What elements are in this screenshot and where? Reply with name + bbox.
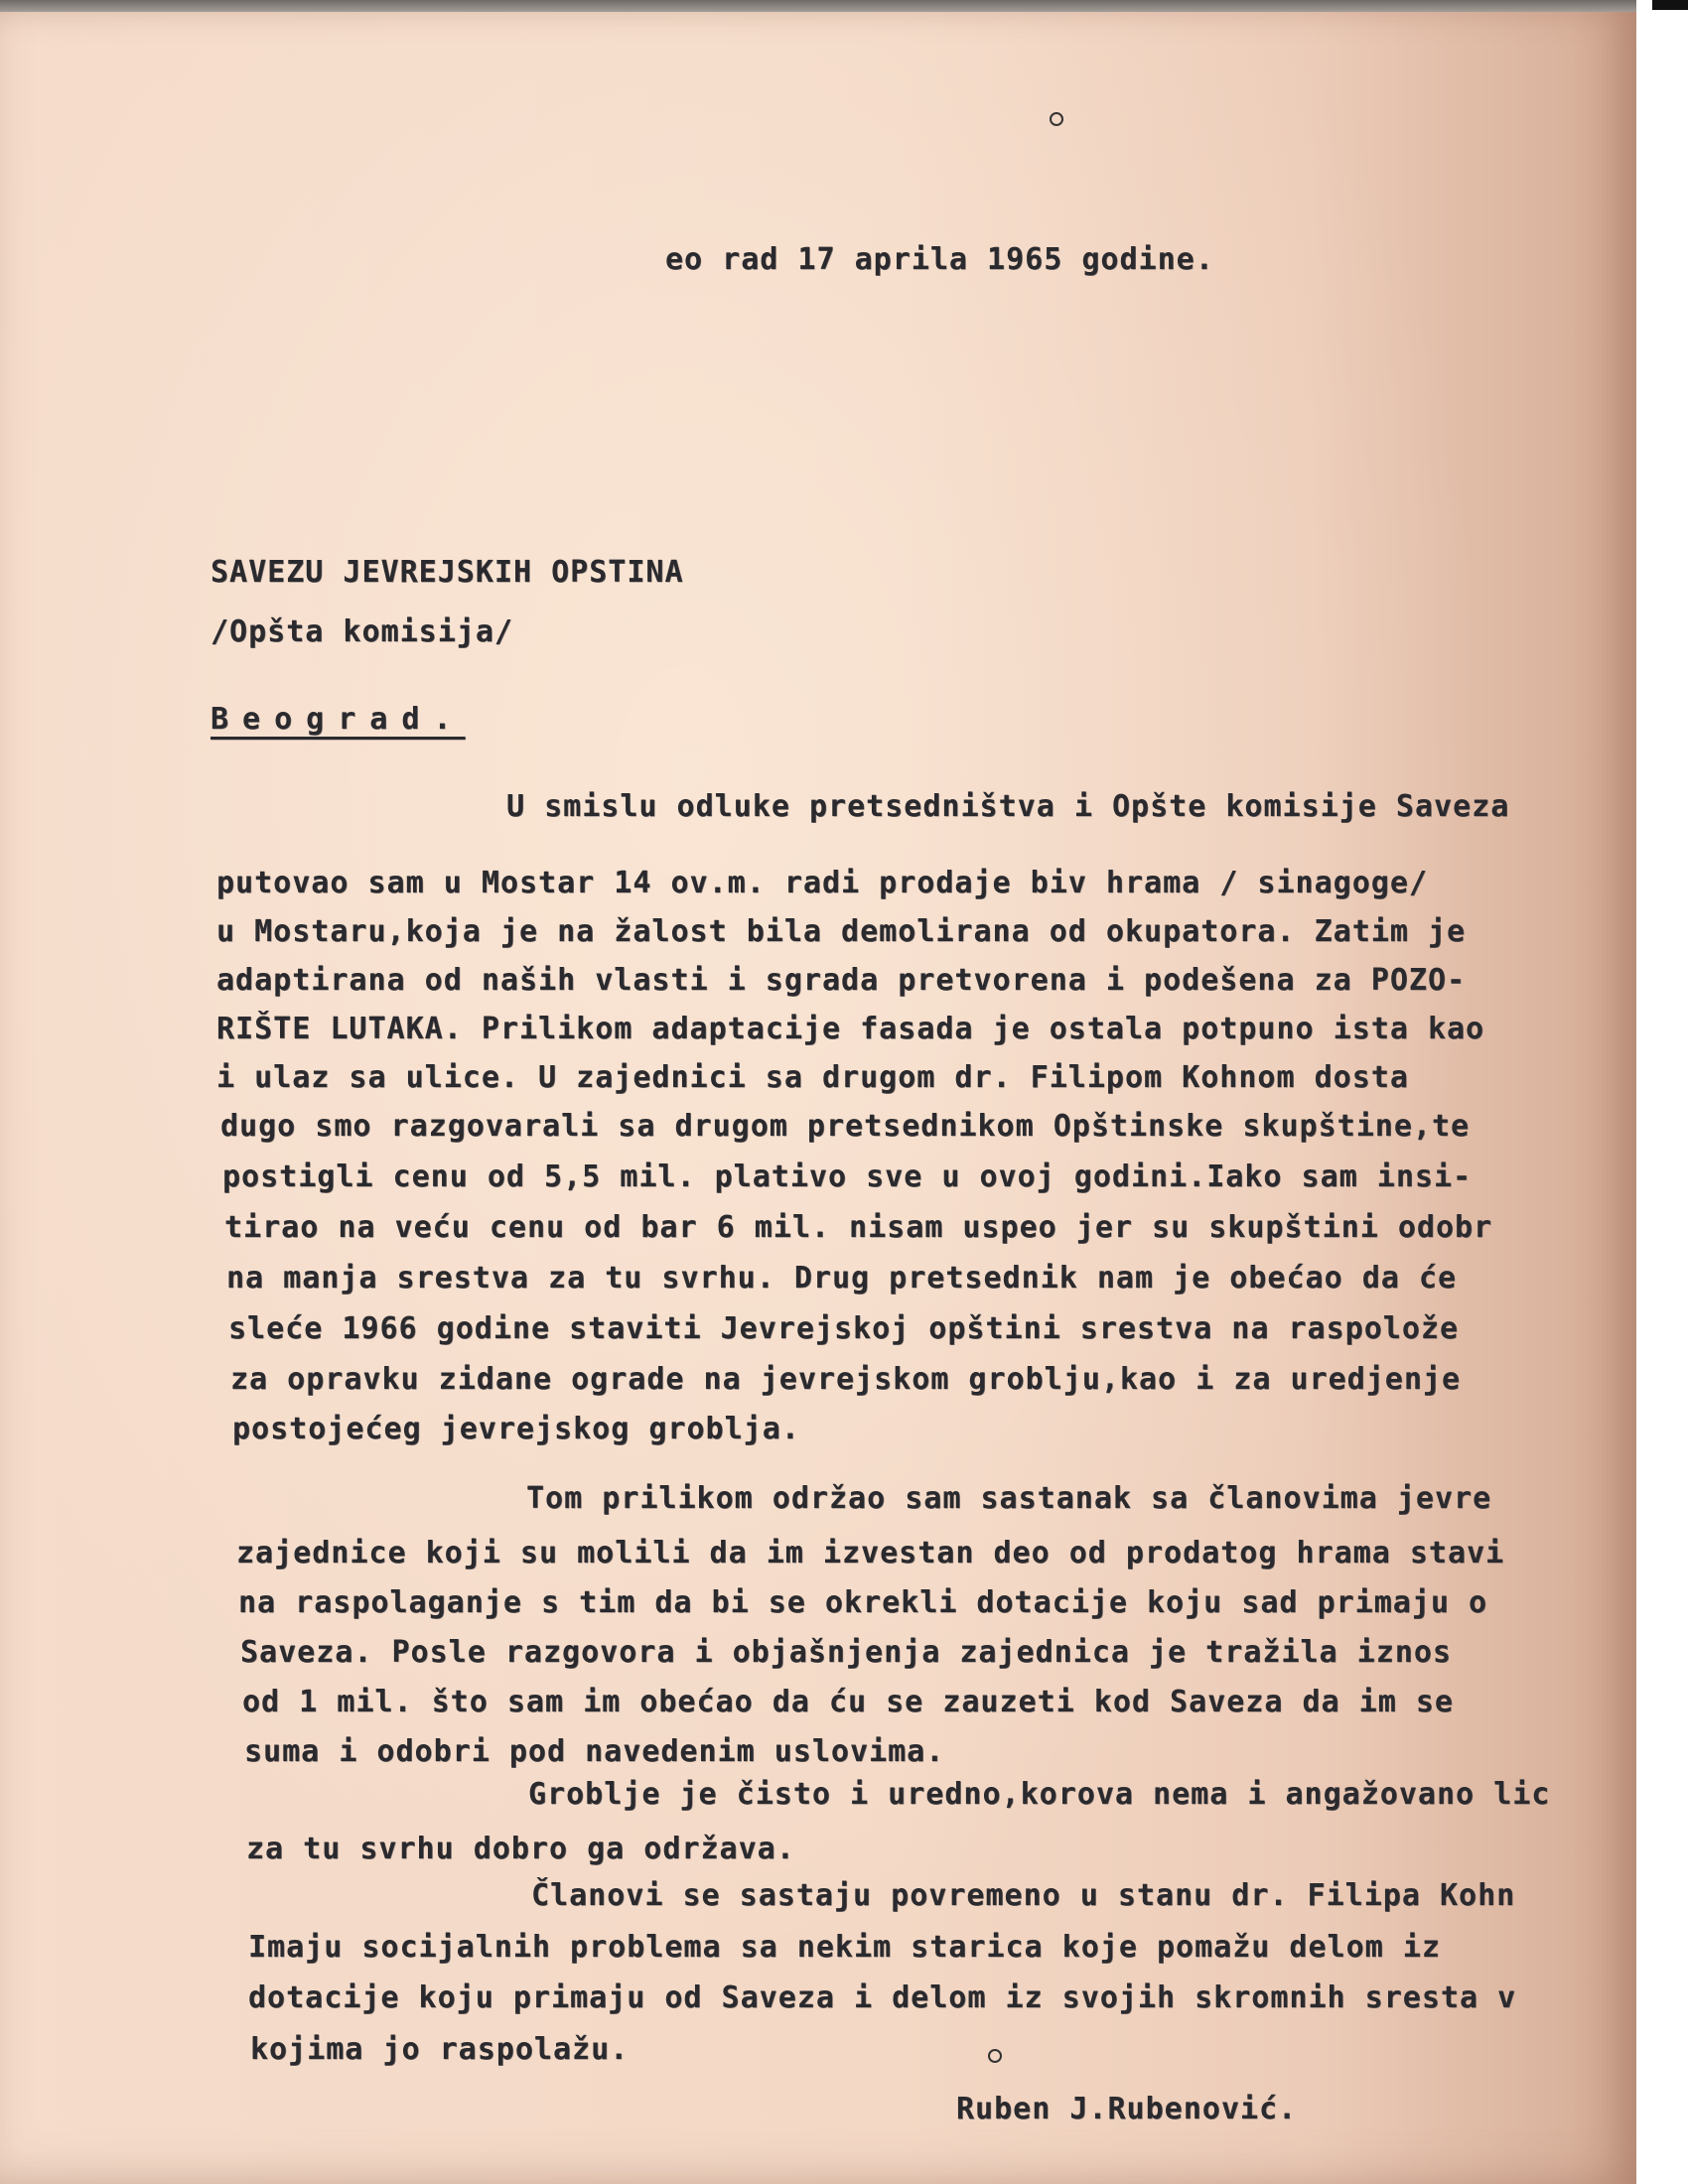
- scan-corner-mark: [1652, 0, 1688, 10]
- body-line-14: Tom prilikom održao sam sastanak sa članovima jevre: [526, 1481, 1492, 1516]
- body-line-12: za opravku zidane ograde na jevrejskom groblju,kao i za uredjenje: [230, 1362, 1461, 1397]
- body-line-5: RIŠTE LUTAKA. Prilikom adaptacije fasada je ostala potpuno ista kao: [216, 1012, 1485, 1046]
- body-line-16: na raspolaganje s tim da bi se okrekli dotacije koju sad primaju o: [238, 1585, 1488, 1620]
- letter-page: [0, 12, 1636, 2184]
- body-line-18: od 1 mil. što sam im obećao da ću se zauzeti kod Saveza da im se: [242, 1685, 1454, 1719]
- bottom-circle-mark: [988, 2049, 1002, 2063]
- body-line-21: za tu svrhu dobro ga održava.: [246, 1832, 795, 1866]
- body-line-6: i ulaz sa ulice. U zajednici sa drugom dr. Filipom Kohnom dosta: [216, 1060, 1409, 1095]
- recipient-city: Beograd.: [211, 702, 466, 737]
- body-line-1: U smislu odluke pretsedništva i Opšte komisije Saveza: [506, 789, 1510, 824]
- body-line-24: dotacije koju primaju od Saveza i delom iz svojih skromnih sresta v: [248, 1980, 1517, 2015]
- body-line-15: zajednice koji su molili da im izvestan deo od prodatog hrama stavi: [236, 1536, 1505, 1570]
- body-line-10: na manja srestva za tu svrhu. Drug pretsednik nam je obećao da će: [226, 1261, 1457, 1296]
- body-line-19: suma i odobri pod navedenim uslovima.: [244, 1734, 945, 1769]
- body-line-4: adaptirana od naših vlasti i sgrada pretvorena i podešena za POZO-: [216, 963, 1467, 998]
- body-line-23: Imaju socijalnih problema sa nekim starica koje pomažu delom iz: [248, 1930, 1441, 1965]
- body-line-25: kojima jo raspolažu.: [250, 2032, 630, 2067]
- body-line-11: sleće 1966 godine staviti Jevrejskoj opštini srestva na raspolože: [228, 1311, 1459, 1346]
- body-line-9: tirao na veću cenu od bar 6 mil. nisam uspeo jer su skupštini odobr: [224, 1210, 1493, 1245]
- body-line-2: putovao sam u Mostar 14 ov.m. radi prodaje biv hrama / sinagoge/: [216, 866, 1428, 900]
- scan-top-edge: [0, 0, 1688, 12]
- signature: Ruben J.Rubenović.: [956, 2092, 1298, 2126]
- body-line-22: Članovi se sastaju povremeno u stanu dr. Filipa Kohn: [531, 1878, 1516, 1913]
- top-circle-mark: [1050, 112, 1063, 126]
- recipient-line-1: SAVEZU JEVREJSKIH OPSTINA: [211, 555, 684, 590]
- body-line-13: postojećeg jevrejskog groblja.: [232, 1412, 800, 1446]
- body-line-17: Saveza. Posle razgovora i objašnjenja zajednica je tražila iznos: [240, 1635, 1452, 1670]
- date-line: eo rad 17 aprila 1965 godine.: [665, 242, 1214, 277]
- body-line-7: dugo smo razgovarali sa drugom pretsednikom Opštinske skupštine,te: [220, 1109, 1471, 1144]
- body-line-20: Groblje je čisto i uredno,korova nema i angažovano lic: [528, 1777, 1551, 1812]
- recipient-line-2: /Opšta komisija/: [211, 614, 513, 649]
- body-line-3: u Mostaru,koja je na žalost bila demolirana od okupatora. Zatim je: [216, 914, 1467, 949]
- scan-right-margin: [1636, 0, 1688, 2184]
- body-line-8: postigli cenu od 5,5 mil. plativo sve u ovoj godini.Iako sam insi-: [222, 1160, 1473, 1194]
